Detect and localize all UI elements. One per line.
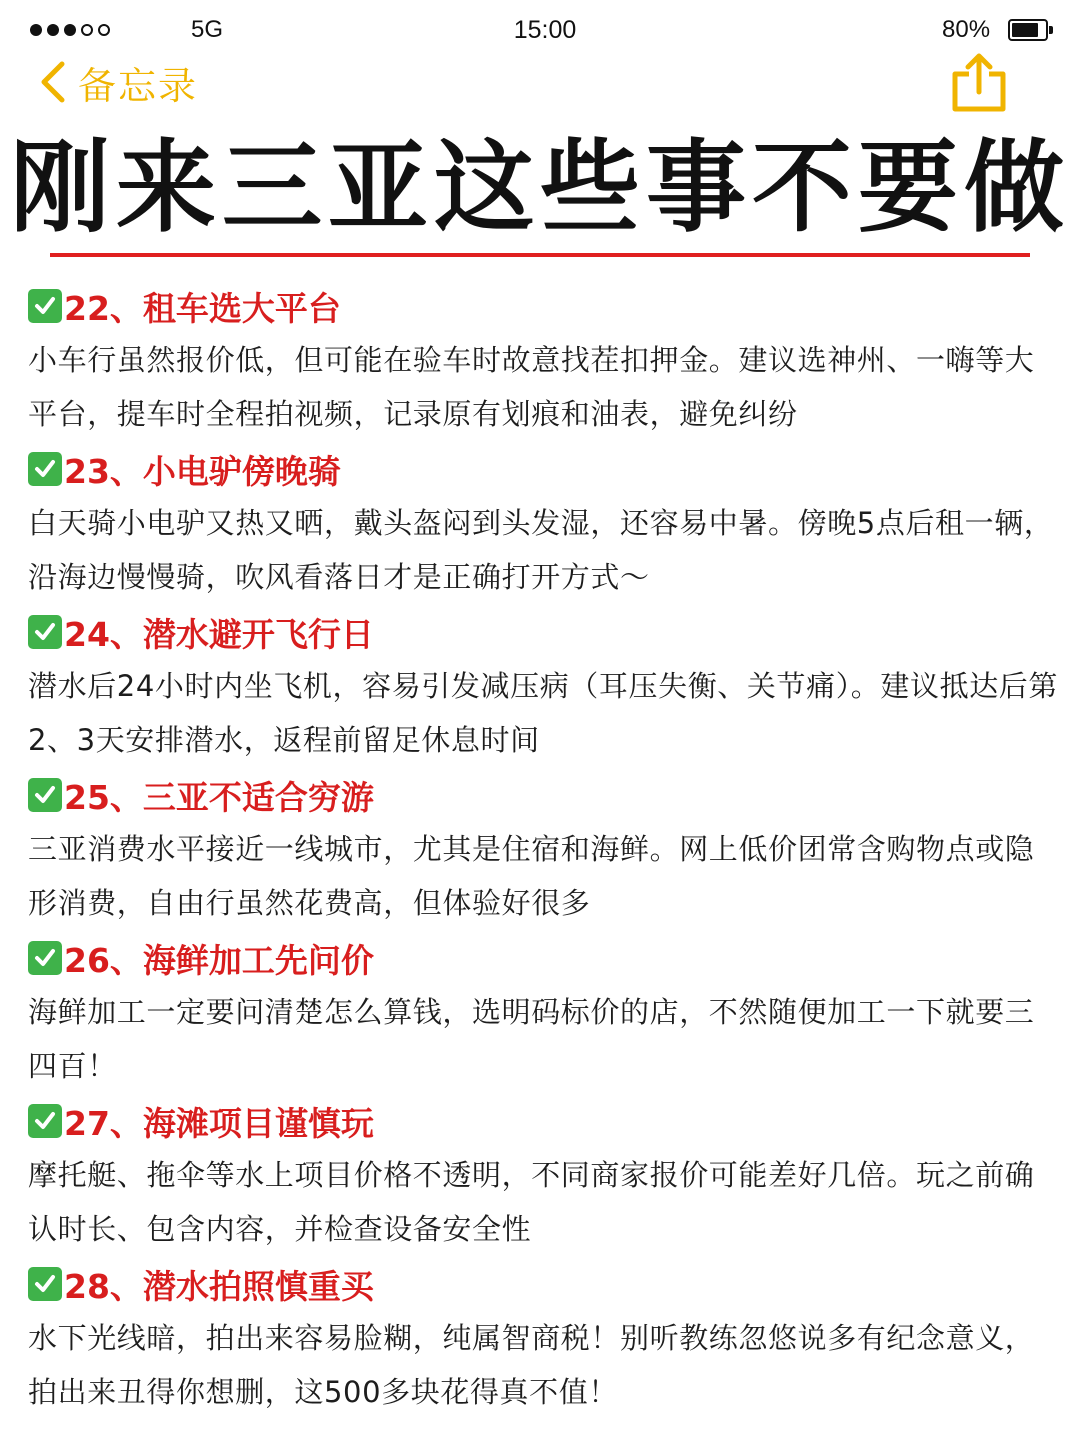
- tip-heading: [28, 930, 1058, 986]
- tip-title: 23、小电驴傍晚骑: [64, 451, 341, 491]
- tip-section: [28, 767, 1058, 930]
- tip-heading: [28, 767, 1058, 823]
- tip-section: [28, 1093, 1058, 1256]
- tip-title: 26、海鲜加工先问价: [64, 940, 374, 980]
- tip-body: 海鲜加工一定要问清楚怎么算钱，选明码标价的店，不然随便加工一下就要三四百！: [28, 995, 1035, 1083]
- note-content: [28, 278, 1058, 1419]
- check-mark-icon: [28, 941, 62, 975]
- tip-body: 摩托艇、拖伞等水上项目价格不透明，不同商家报价可能差好几倍。玩之前确认时长、包含内容，并检查设备安全性: [28, 1158, 1035, 1246]
- page-title: 刚来三亚这些事不要做: [10, 129, 1070, 246]
- status-bar: [0, 0, 1080, 62]
- check-mark-icon: [28, 615, 62, 649]
- tip-body: 小车行虽然报价低，但可能在验车时故意找茬扣押金。建议选神州、一嗨等大平台，提车时全程拍视频，记录原有划痕和油表，避免纠纷: [28, 343, 1035, 431]
- check-mark-icon: [28, 289, 62, 323]
- chevron-left-icon: [38, 60, 68, 104]
- tip-section: [28, 1256, 1058, 1419]
- tip-title: 22、租车选大平台: [64, 288, 341, 328]
- tip-title: 28、潜水拍照慎重买: [64, 1266, 374, 1306]
- tip-section: [28, 604, 1058, 767]
- tip-section: [28, 278, 1058, 441]
- back-button[interactable]: [38, 56, 198, 108]
- tip-body: 水下光线暗，拍出来容易脸糊，纯属智商税！别听教练忽悠说多有纪念意义，拍出来丑得你想删，这500多块花得真不值！: [28, 1321, 1035, 1409]
- tip-heading: [28, 1093, 1058, 1149]
- tip-heading: [28, 441, 1058, 497]
- check-mark-icon: [28, 1104, 62, 1138]
- tip-body: 潜水后24小时内坐飞机，容易引发减压病（耳压失衡、关节痛）。建议抵达后第2、3天安排潜水，返程前留足休息时间: [28, 669, 1059, 757]
- battery-percent: 80%: [942, 16, 991, 43]
- tip-section: [28, 930, 1058, 1093]
- battery-icon: [1008, 19, 1048, 41]
- check-mark-icon: [28, 1267, 62, 1301]
- tip-section: [28, 441, 1058, 604]
- tip-heading: [28, 278, 1058, 334]
- check-mark-icon: [28, 778, 62, 812]
- share-button[interactable]: [950, 52, 1008, 114]
- tip-heading: [28, 604, 1058, 660]
- network-type: 5G: [191, 16, 224, 43]
- tip-heading: [28, 1256, 1058, 1312]
- tip-title: 25、三亚不适合穷游: [64, 777, 374, 817]
- tip-body: 三亚消费水平接近一线城市，尤其是住宿和海鲜。网上低价团常含购物点或隐形消费，自由行虽然花费高，但体验好很多: [28, 832, 1035, 920]
- status-time: 15:00: [513, 16, 577, 44]
- check-mark-icon: [28, 452, 62, 486]
- tip-body: 白天骑小电驴又热又晒，戴头盔闷到头发湿，还容易中暑。傍晚5点后租一辆，沿海边慢慢骑，吹风看落日才是正确打开方式～: [28, 506, 1054, 594]
- share-icon: [950, 99, 1008, 118]
- title-divider: [50, 253, 1030, 257]
- tip-title: 27、海滩项目谨慎玩: [64, 1103, 374, 1143]
- back-label: 备忘录: [78, 63, 199, 108]
- tip-title: 24、潜水避开飞行日: [64, 614, 374, 654]
